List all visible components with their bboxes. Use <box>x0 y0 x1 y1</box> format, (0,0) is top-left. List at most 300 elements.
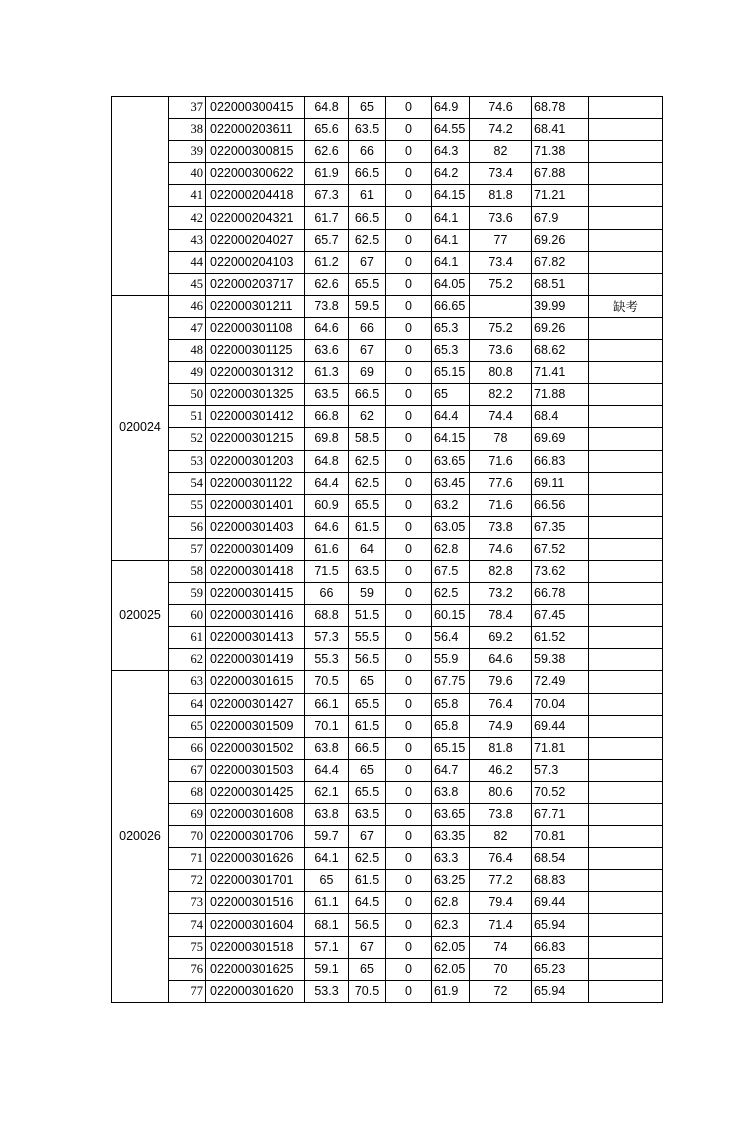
candidate-id: 022000301608 <box>206 804 305 826</box>
remark <box>589 340 663 362</box>
table-row <box>112 317 663 339</box>
table-row <box>112 583 663 605</box>
bonus-score: 0 <box>386 340 432 362</box>
row-number: 37 <box>169 97 206 119</box>
total-score: 67.52 <box>532 538 589 560</box>
total-score: 69.26 <box>532 317 589 339</box>
remark <box>589 229 663 251</box>
bonus-score: 0 <box>386 185 432 207</box>
remark <box>589 980 663 1002</box>
score-a: 61.1 <box>305 892 349 914</box>
total-score: 67.88 <box>532 163 589 185</box>
candidate-id: 022000300815 <box>206 141 305 163</box>
score-a: 59.1 <box>305 958 349 980</box>
written-score: 64.3 <box>432 141 470 163</box>
bonus-score: 0 <box>386 583 432 605</box>
score-b: 65.5 <box>349 693 386 715</box>
table-row <box>112 737 663 759</box>
remark <box>589 848 663 870</box>
table-row <box>112 229 663 251</box>
candidate-id: 022000301419 <box>206 649 305 671</box>
score-a: 61.7 <box>305 207 349 229</box>
row-number: 76 <box>169 958 206 980</box>
remark <box>589 649 663 671</box>
bonus-score: 0 <box>386 384 432 406</box>
written-score: 62.05 <box>432 936 470 958</box>
table-row <box>112 472 663 494</box>
row-number: 54 <box>169 472 206 494</box>
interview-score: 77 <box>470 229 532 251</box>
score-a: 73.8 <box>305 295 349 317</box>
interview-score: 73.8 <box>470 804 532 826</box>
group-code: 020024 <box>112 295 169 560</box>
candidate-id: 022000301418 <box>206 560 305 582</box>
row-number: 70 <box>169 826 206 848</box>
score-b: 66 <box>349 141 386 163</box>
candidate-id: 022000301211 <box>206 295 305 317</box>
interview-score: 71.6 <box>470 450 532 472</box>
table-row <box>112 605 663 627</box>
bonus-score: 0 <box>386 141 432 163</box>
candidate-id: 022000203717 <box>206 273 305 295</box>
total-score: 68.41 <box>532 119 589 141</box>
total-score: 65.94 <box>532 980 589 1002</box>
written-score: 64.4 <box>432 406 470 428</box>
written-score: 63.8 <box>432 781 470 803</box>
table-row <box>112 163 663 185</box>
total-score: 66.56 <box>532 494 589 516</box>
written-score: 63.45 <box>432 472 470 494</box>
score-a: 63.8 <box>305 804 349 826</box>
table-row <box>112 958 663 980</box>
remark <box>589 472 663 494</box>
score-a: 70.5 <box>305 671 349 693</box>
candidate-id: 022000203611 <box>206 119 305 141</box>
remark <box>589 384 663 406</box>
score-a: 64.6 <box>305 317 349 339</box>
remark <box>589 406 663 428</box>
total-score: 57.3 <box>532 759 589 781</box>
written-score: 64.15 <box>432 428 470 450</box>
table-row <box>112 560 663 582</box>
remark <box>589 870 663 892</box>
written-score: 62.8 <box>432 892 470 914</box>
score-b: 63.5 <box>349 804 386 826</box>
total-score: 69.26 <box>532 229 589 251</box>
score-b: 64 <box>349 538 386 560</box>
total-score: 69.69 <box>532 428 589 450</box>
score-b: 62 <box>349 406 386 428</box>
candidate-id: 022000301203 <box>206 450 305 472</box>
total-score: 59.38 <box>532 649 589 671</box>
row-number: 74 <box>169 914 206 936</box>
score-b: 61.5 <box>349 516 386 538</box>
candidate-id: 022000301403 <box>206 516 305 538</box>
row-number: 60 <box>169 605 206 627</box>
remark <box>589 737 663 759</box>
candidate-id: 022000301625 <box>206 958 305 980</box>
bonus-score: 0 <box>386 494 432 516</box>
score-a: 69.8 <box>305 428 349 450</box>
score-a: 53.3 <box>305 980 349 1002</box>
score-b: 66 <box>349 317 386 339</box>
remark <box>589 781 663 803</box>
table-row <box>112 406 663 428</box>
table-body <box>112 97 663 1003</box>
candidate-id: 022000204103 <box>206 251 305 273</box>
table-row <box>112 97 663 119</box>
bonus-score: 0 <box>386 273 432 295</box>
written-score: 65.8 <box>432 693 470 715</box>
score-b: 51.5 <box>349 605 386 627</box>
candidate-id: 022000204027 <box>206 229 305 251</box>
bonus-score: 0 <box>386 826 432 848</box>
score-a: 63.6 <box>305 340 349 362</box>
interview-score: 82 <box>470 141 532 163</box>
interview-score: 75.2 <box>470 317 532 339</box>
row-number: 63 <box>169 671 206 693</box>
score-a: 68.8 <box>305 605 349 627</box>
score-a: 64.4 <box>305 472 349 494</box>
written-score: 64.05 <box>432 273 470 295</box>
candidate-id: 022000301706 <box>206 826 305 848</box>
total-score: 71.38 <box>532 141 589 163</box>
written-score: 64.55 <box>432 119 470 141</box>
interview-score: 73.4 <box>470 251 532 273</box>
bonus-score: 0 <box>386 870 432 892</box>
score-a: 55.3 <box>305 649 349 671</box>
remark <box>589 207 663 229</box>
bonus-score: 0 <box>386 715 432 737</box>
interview-score: 74.6 <box>470 97 532 119</box>
score-b: 56.5 <box>349 914 386 936</box>
score-b: 67 <box>349 936 386 958</box>
score-b: 66.5 <box>349 207 386 229</box>
interview-score: 70 <box>470 958 532 980</box>
total-score: 66.83 <box>532 450 589 472</box>
group-code: 020026 <box>112 671 169 1002</box>
table-row <box>112 251 663 273</box>
written-score: 60.15 <box>432 605 470 627</box>
written-score: 64.9 <box>432 97 470 119</box>
written-score: 62.5 <box>432 583 470 605</box>
bonus-score: 0 <box>386 737 432 759</box>
score-a: 68.1 <box>305 914 349 936</box>
score-b: 65 <box>349 958 386 980</box>
score-b: 65.5 <box>349 494 386 516</box>
total-score: 68.83 <box>532 870 589 892</box>
table-row <box>112 649 663 671</box>
interview-score: 82.8 <box>470 560 532 582</box>
row-number: 38 <box>169 119 206 141</box>
bonus-score: 0 <box>386 119 432 141</box>
candidate-id: 022000301125 <box>206 340 305 362</box>
interview-score: 78 <box>470 428 532 450</box>
row-number: 46 <box>169 295 206 317</box>
table-row <box>112 362 663 384</box>
bonus-score: 0 <box>386 804 432 826</box>
interview-score: 77.6 <box>470 472 532 494</box>
table-row <box>112 671 663 693</box>
remark <box>589 119 663 141</box>
remark <box>589 583 663 605</box>
score-b: 55.5 <box>349 627 386 649</box>
candidate-id: 022000301312 <box>206 362 305 384</box>
interview-score: 77.2 <box>470 870 532 892</box>
score-a: 66.8 <box>305 406 349 428</box>
bonus-score: 0 <box>386 406 432 428</box>
bonus-score: 0 <box>386 649 432 671</box>
table-row <box>112 516 663 538</box>
remark <box>589 804 663 826</box>
total-score: 68.78 <box>532 97 589 119</box>
score-a: 61.2 <box>305 251 349 273</box>
remark <box>589 914 663 936</box>
total-score: 69.44 <box>532 892 589 914</box>
bonus-score: 0 <box>386 516 432 538</box>
candidate-id: 022000301425 <box>206 781 305 803</box>
score-a: 62.6 <box>305 273 349 295</box>
interview-score: 73.4 <box>470 163 532 185</box>
bonus-score: 0 <box>386 295 432 317</box>
remark <box>589 428 663 450</box>
written-score: 63.65 <box>432 804 470 826</box>
remark <box>589 494 663 516</box>
written-score: 67.75 <box>432 671 470 693</box>
remark <box>589 958 663 980</box>
table-row <box>112 804 663 826</box>
score-b: 65 <box>349 759 386 781</box>
score-table <box>111 96 663 1003</box>
remark <box>589 516 663 538</box>
bonus-score: 0 <box>386 362 432 384</box>
row-number: 56 <box>169 516 206 538</box>
remark <box>589 163 663 185</box>
table-row <box>112 141 663 163</box>
interview-score: 74.4 <box>470 406 532 428</box>
interview-score: 74.2 <box>470 119 532 141</box>
written-score: 56.4 <box>432 627 470 649</box>
candidate-id: 022000301503 <box>206 759 305 781</box>
table-row <box>112 450 663 472</box>
score-a: 57.1 <box>305 936 349 958</box>
row-number: 42 <box>169 207 206 229</box>
written-score: 63.25 <box>432 870 470 892</box>
score-a: 62.6 <box>305 141 349 163</box>
interview-score: 73.8 <box>470 516 532 538</box>
row-number: 69 <box>169 804 206 826</box>
remark <box>589 671 663 693</box>
remark <box>589 450 663 472</box>
written-score: 55.9 <box>432 649 470 671</box>
remark <box>589 627 663 649</box>
score-b: 67 <box>349 826 386 848</box>
bonus-score: 0 <box>386 671 432 693</box>
candidate-id: 022000301604 <box>206 914 305 936</box>
remark <box>589 185 663 207</box>
bonus-score: 0 <box>386 848 432 870</box>
written-score: 65.8 <box>432 715 470 737</box>
score-b: 61.5 <box>349 870 386 892</box>
score-a: 66 <box>305 583 349 605</box>
row-number: 53 <box>169 450 206 472</box>
bonus-score: 0 <box>386 560 432 582</box>
table-row <box>112 936 663 958</box>
row-number: 48 <box>169 340 206 362</box>
total-score: 67.45 <box>532 605 589 627</box>
written-score: 64.1 <box>432 207 470 229</box>
score-b: 64.5 <box>349 892 386 914</box>
table-row <box>112 715 663 737</box>
candidate-id: 022000301412 <box>206 406 305 428</box>
bonus-score: 0 <box>386 428 432 450</box>
score-a: 57.3 <box>305 627 349 649</box>
bonus-score: 0 <box>386 97 432 119</box>
remark: 缺考 <box>589 295 663 317</box>
score-a: 64.8 <box>305 97 349 119</box>
bonus-score: 0 <box>386 538 432 560</box>
candidate-id: 022000301108 <box>206 317 305 339</box>
row-number: 59 <box>169 583 206 605</box>
score-a: 62.1 <box>305 781 349 803</box>
row-number: 45 <box>169 273 206 295</box>
score-b: 67 <box>349 340 386 362</box>
candidate-id: 022000301615 <box>206 671 305 693</box>
interview-score: 71.6 <box>470 494 532 516</box>
score-b: 62.5 <box>349 848 386 870</box>
written-score: 64.2 <box>432 163 470 185</box>
table-row <box>112 826 663 848</box>
bonus-score: 0 <box>386 450 432 472</box>
total-score: 68.62 <box>532 340 589 362</box>
total-score: 66.83 <box>532 936 589 958</box>
row-number: 62 <box>169 649 206 671</box>
candidate-id: 022000301413 <box>206 627 305 649</box>
table-row <box>112 914 663 936</box>
candidate-id: 022000301509 <box>206 715 305 737</box>
candidate-id: 022000301516 <box>206 892 305 914</box>
written-score: 65.15 <box>432 737 470 759</box>
interview-score: 79.6 <box>470 671 532 693</box>
score-a: 65 <box>305 870 349 892</box>
written-score: 64.7 <box>432 759 470 781</box>
total-score: 70.52 <box>532 781 589 803</box>
candidate-id: 022000300622 <box>206 163 305 185</box>
table-row <box>112 273 663 295</box>
row-number: 73 <box>169 892 206 914</box>
score-a: 71.5 <box>305 560 349 582</box>
total-score: 69.11 <box>532 472 589 494</box>
table-row <box>112 295 663 317</box>
remark <box>589 605 663 627</box>
bonus-score: 0 <box>386 936 432 958</box>
total-score: 67.71 <box>532 804 589 826</box>
table-row <box>112 384 663 406</box>
candidate-id: 022000301626 <box>206 848 305 870</box>
table-row <box>112 848 663 870</box>
remark <box>589 936 663 958</box>
row-number: 44 <box>169 251 206 273</box>
table-row <box>112 207 663 229</box>
interview-score: 69.2 <box>470 627 532 649</box>
remark <box>589 892 663 914</box>
total-score: 72.49 <box>532 671 589 693</box>
interview-score: 64.6 <box>470 649 532 671</box>
total-score: 68.4 <box>532 406 589 428</box>
score-b: 66.5 <box>349 163 386 185</box>
score-a: 61.3 <box>305 362 349 384</box>
remark <box>589 560 663 582</box>
written-score: 63.35 <box>432 826 470 848</box>
score-a: 59.7 <box>305 826 349 848</box>
bonus-score: 0 <box>386 207 432 229</box>
score-a: 67.3 <box>305 185 349 207</box>
table-row <box>112 892 663 914</box>
total-score: 61.52 <box>532 627 589 649</box>
score-b: 62.5 <box>349 472 386 494</box>
interview-score: 74.6 <box>470 538 532 560</box>
written-score: 65.15 <box>432 362 470 384</box>
score-b: 56.5 <box>349 649 386 671</box>
interview-score: 80.6 <box>470 781 532 803</box>
interview-score: 73.6 <box>470 340 532 362</box>
score-a: 63.8 <box>305 737 349 759</box>
remark <box>589 826 663 848</box>
interview-score: 74 <box>470 936 532 958</box>
bonus-score: 0 <box>386 781 432 803</box>
score-b: 62.5 <box>349 229 386 251</box>
interview-score: 46.2 <box>470 759 532 781</box>
remark <box>589 251 663 273</box>
written-score: 63.3 <box>432 848 470 870</box>
score-b: 69 <box>349 362 386 384</box>
candidate-id: 022000301215 <box>206 428 305 450</box>
row-number: 66 <box>169 737 206 759</box>
score-b: 58.5 <box>349 428 386 450</box>
row-number: 52 <box>169 428 206 450</box>
bonus-score: 0 <box>386 605 432 627</box>
row-number: 43 <box>169 229 206 251</box>
table-row <box>112 870 663 892</box>
table-row <box>112 781 663 803</box>
interview-score: 73.6 <box>470 207 532 229</box>
written-score: 63.05 <box>432 516 470 538</box>
row-number: 64 <box>169 693 206 715</box>
candidate-id: 022000204321 <box>206 207 305 229</box>
bonus-score: 0 <box>386 980 432 1002</box>
total-score: 65.94 <box>532 914 589 936</box>
score-b: 67 <box>349 251 386 273</box>
table-row <box>112 759 663 781</box>
score-b: 63.5 <box>349 119 386 141</box>
bonus-score: 0 <box>386 693 432 715</box>
row-number: 40 <box>169 163 206 185</box>
table-row <box>112 494 663 516</box>
row-number: 49 <box>169 362 206 384</box>
candidate-id: 022000301518 <box>206 936 305 958</box>
written-score: 64.15 <box>432 185 470 207</box>
total-score: 71.21 <box>532 185 589 207</box>
score-a: 61.6 <box>305 538 349 560</box>
remark <box>589 317 663 339</box>
score-a: 64.1 <box>305 848 349 870</box>
remark <box>589 141 663 163</box>
candidate-id: 022000301416 <box>206 605 305 627</box>
row-number: 65 <box>169 715 206 737</box>
interview-score: 76.4 <box>470 848 532 870</box>
score-b: 61 <box>349 185 386 207</box>
written-score: 63.2 <box>432 494 470 516</box>
